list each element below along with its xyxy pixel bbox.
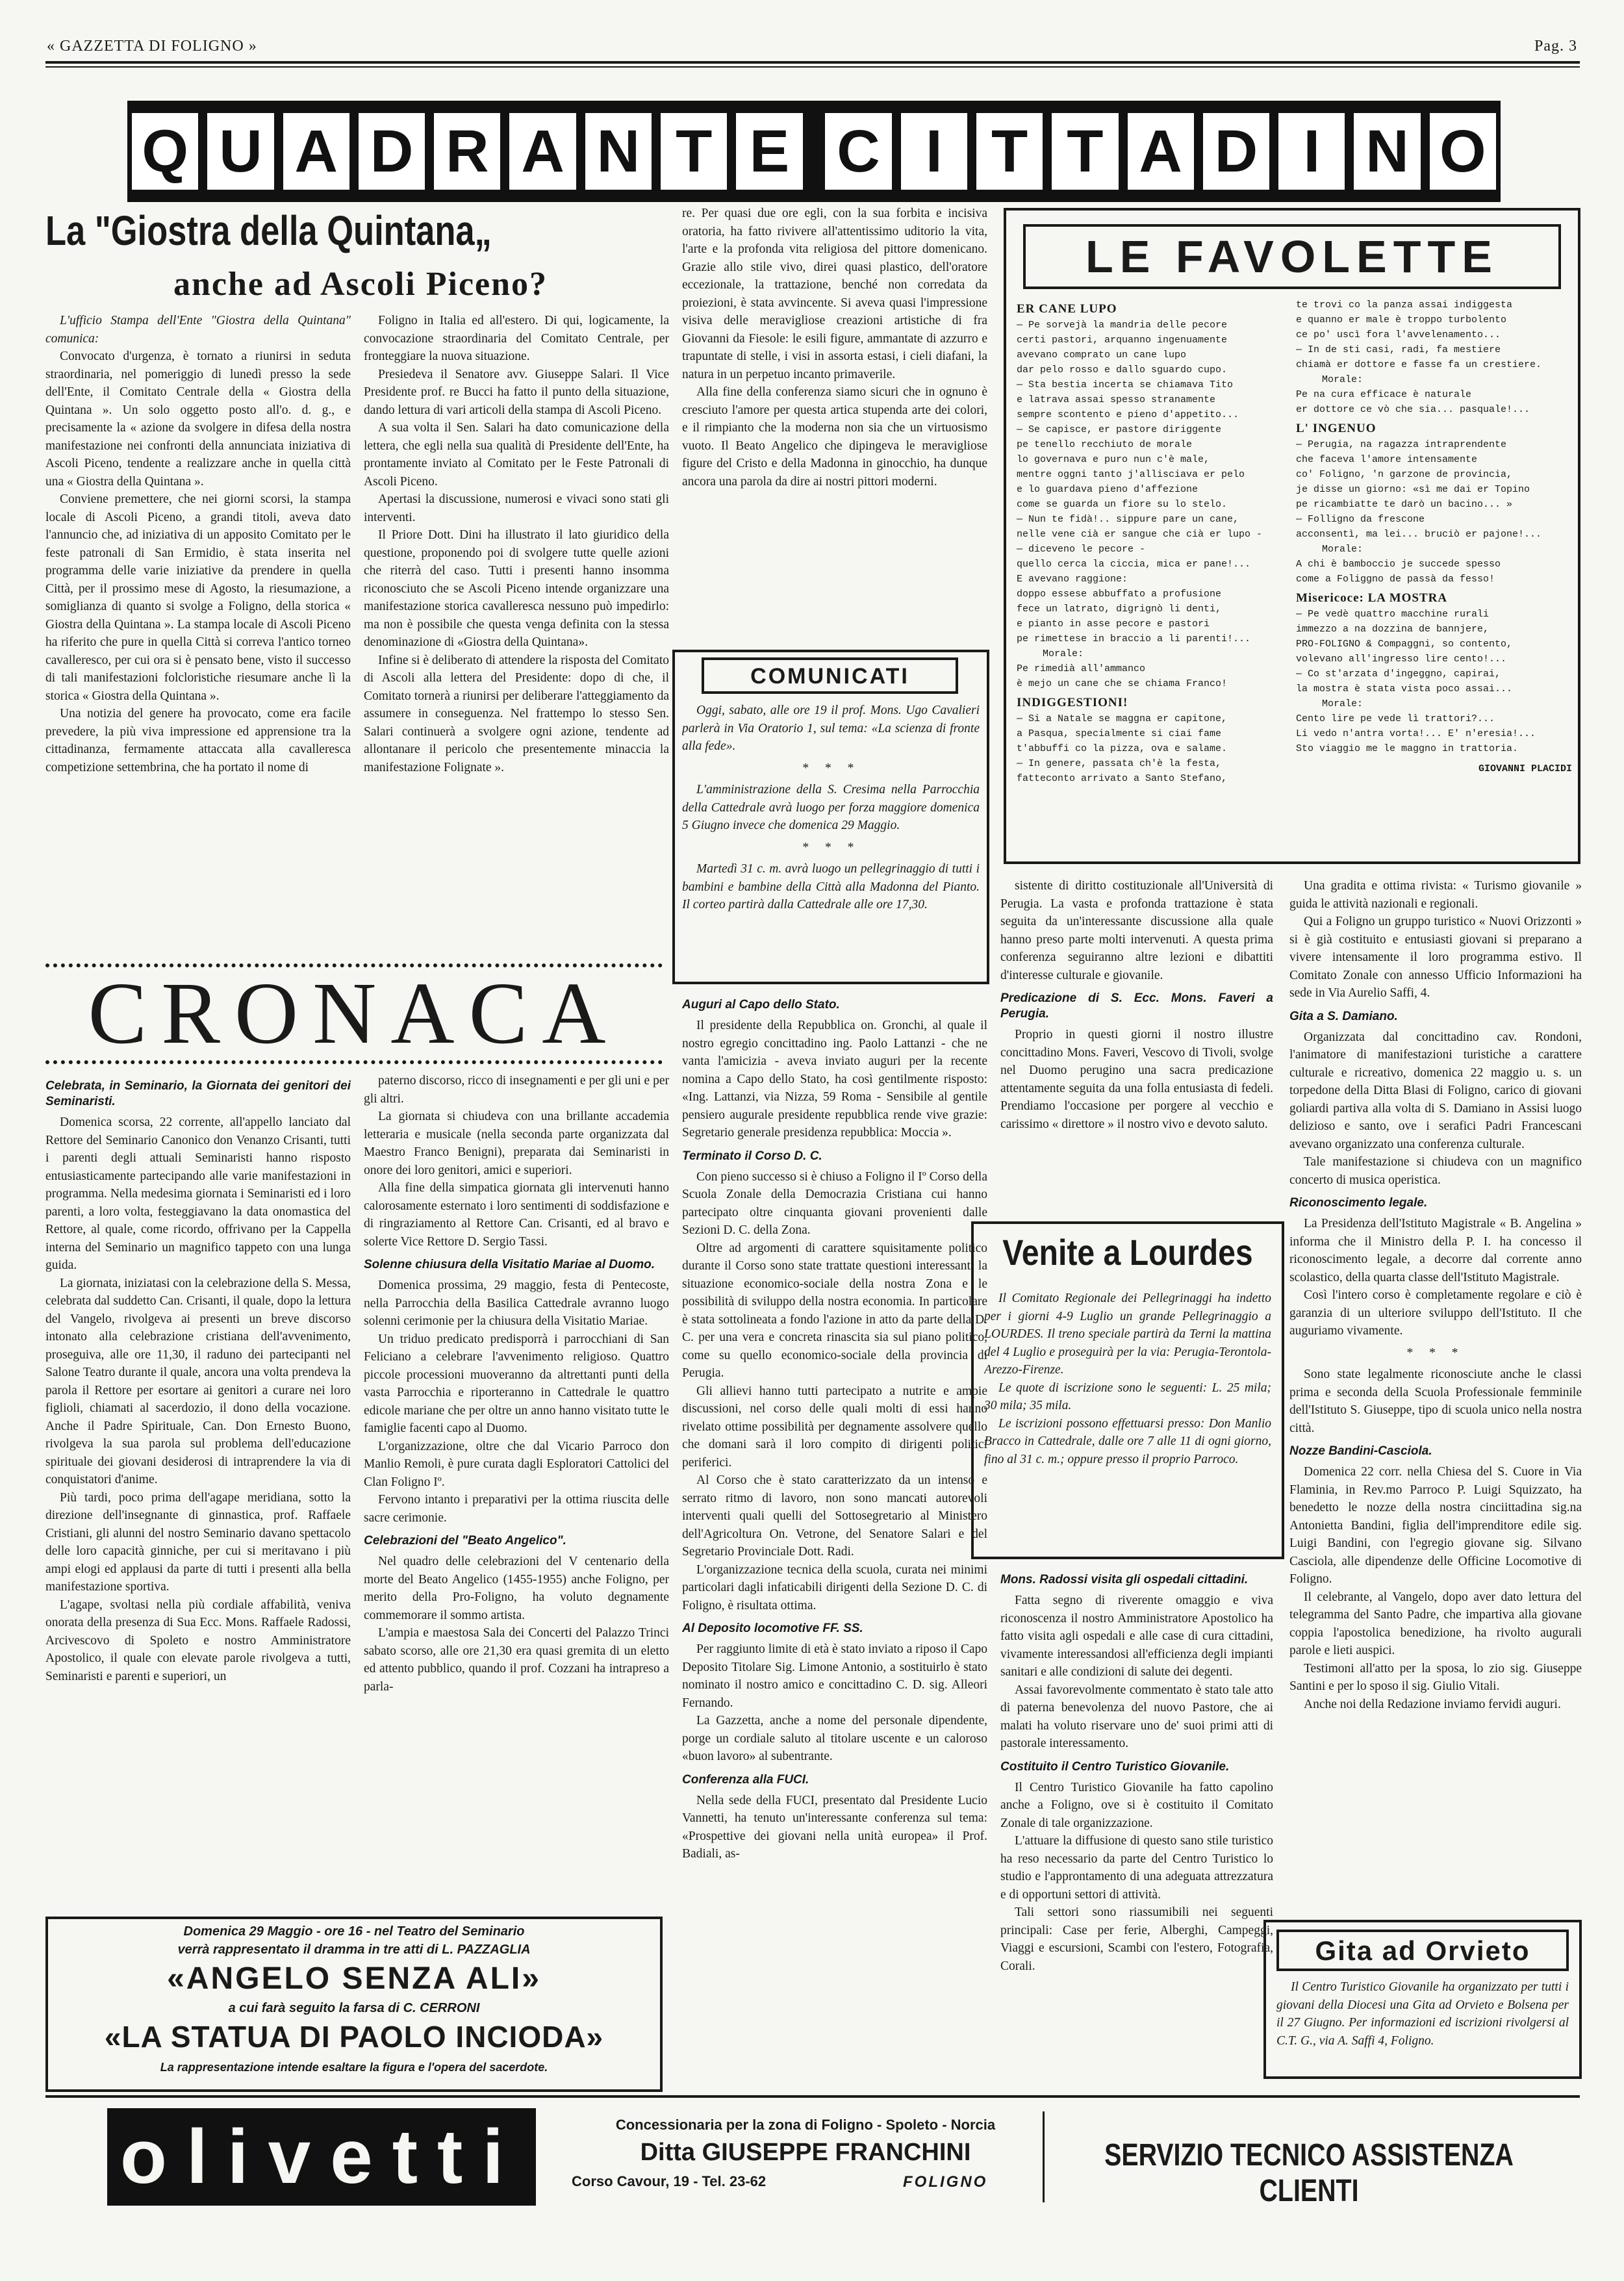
favolette-title: LE FAVOLETTE bbox=[1023, 224, 1561, 289]
fable-morale: Morale: bbox=[1322, 374, 1364, 385]
favolette-right-column bbox=[1296, 298, 1572, 856]
banner-letter: N bbox=[583, 110, 654, 192]
fable-line: la mostra è stata vista poco assai... bbox=[1296, 683, 1513, 694]
section-separator: * * * bbox=[1406, 1345, 1465, 1360]
article-paragraph: Domenica scorsa, 22 corrente, all'appello lanciato dal Rettore del Seminario Canonico don Venanzo Crisanti, tutti i parenti degli attuali Seminaristi hanno risposto entusiasticamente partecipando alle varie manifestazioni in programma. Nella medesima giornata i Seminaristi ed i loro parenti, a loro volta, festeggiavano la data onomastica del Rettore, al quale, come ricordo, offrivano per la Cappella interna del Seminario un magnifico tappeto con una lunga guida. bbox=[45, 1115, 351, 1272]
article-heading: Conferenza alla FUCI. bbox=[682, 1772, 809, 1787]
fable-line: pe tenello recchiuto de morale bbox=[1017, 439, 1193, 450]
giostra-p8: Il Priore Dott. Dini ha illustrato il lato giuridico della questione, proponendo poi di svolgere tutte quelle azioni che riterrà del caso. Tutti i presenti hanno insomma riconosciuto che se Ascoli Piceno intende organizzare una manifestazione storica cavalleresca nessuno può impedirlo: ma non è possibile che questa venga definita con la stessa denominazione di «Giostra della Quintana». bbox=[364, 528, 669, 649]
banner-letter: T bbox=[1049, 110, 1121, 192]
fable-line: che faceva l'amore intensamente bbox=[1296, 454, 1478, 465]
article-heading: Auguri al Capo dello Stato. bbox=[682, 998, 840, 1012]
orvieto-body bbox=[1276, 1978, 1569, 2076]
angelico-p2: Alla fine della conferenza siamo sicuri che in ognuno è cresciuto l'amore per questa artica stupenda arte dei colori, e il rimpianto che la moderna non sia che un virtuosismo vuoto. Il Beato Angelico che dipingeva le meravigliose figure del Cristo e della Madonna in ginocchio, ha dunque ancora una parola da dire ai nostri pittori moderni. bbox=[682, 385, 987, 489]
fable-line: dar pelo rosso e dallo sguardo cupo. bbox=[1017, 364, 1228, 376]
article-heading: Terminato il Corso D. C. bbox=[682, 1149, 822, 1163]
cronaca-col-4 bbox=[1000, 877, 1273, 1215]
article-paragraph: Il celebrante, al Vangelo, dopo aver dato lettura del telegramma del Santo Padre, che impartiva alla giovane coppia l'apostolica benedizione, ha rivolto augurali parole e lieti auspici. bbox=[1289, 1590, 1582, 1657]
banner-letter: T bbox=[658, 110, 730, 192]
article-paragraph: Un triduo predicato predisporrà i parrocchiani di San Feliciano a celebrare l'avvenimento religioso. Quattro piccole processioni muoveranno da altrettanti punti della vasta Parrocchia e riporteranno in Cattedrale le quattro edicole mariane che per oltre un anno hanno visitato tutte le famiglie facenti capo al Duomo. bbox=[364, 1332, 669, 1435]
article-paragraph: L'agape, svoltasi nella più cordiale affabilità, veniva onorata della presenza di Sua Ecc. Mons. Raffaele Radossi, Arcivescovo di Spoleto e nostro Amministratore Apostolico, il quale con elevate parole rivolgeva a tutti, Seminaristi e parenti e superiori, un bbox=[45, 1598, 351, 1683]
teatro-line-3: a cui farà seguito la farsa di C. CERRONI bbox=[228, 2001, 480, 2015]
fable-line: a Pasqua, specialmente si ciai fame bbox=[1017, 728, 1222, 739]
article-paragraph: Assai favorevolmente commentato è stato tale atto di paterna benevolenza del nuovo Pastore, che ai malati ha voluto riservare uno de' suoi primi atti di pastorale interessamento. bbox=[1000, 1683, 1273, 1750]
article-heading: Celebrata, in Seminario, la Giornata dei genitori dei Seminaristi. bbox=[45, 1079, 351, 1108]
fable-line: quello cerca la ciccia, mica er pane!... bbox=[1017, 559, 1251, 570]
fable-line: — Pe sorvejà la mandria delle pecore bbox=[1017, 320, 1228, 331]
fable-line: pe ricambiatte te darò un bacino... » bbox=[1296, 499, 1513, 510]
article-paragraph: L'organizzazione tecnica della scuola, curata nei minimi particolari dagli infaticabili dirigenti della Sezione D. C. di Foligno, è risultata ottima. bbox=[682, 1562, 987, 1612]
cronaca-title: CRONACA bbox=[88, 965, 620, 1062]
comunicato-1: Oggi, sabato, alle ore 19 il prof. Mons. Ugo Cavalieri parlerà in Via Oratorio 1, sul tema: «La scienza di fronte alla fede». bbox=[682, 704, 980, 753]
favolette-signature: GIOVANNI PLACIDI bbox=[1478, 763, 1572, 774]
fable-line: — Nun te fidà!.. sippure pare un cane, bbox=[1017, 514, 1239, 525]
header-rule bbox=[45, 61, 1580, 64]
fable-line: co' Foligno, 'n garzone de provincia, bbox=[1296, 469, 1513, 480]
teatro-line-2: verrà rappresentato il dramma in tre atti di L. PAZZAGLIA bbox=[177, 1943, 531, 1957]
fable-line: avevano comprato un cane lupo bbox=[1017, 350, 1187, 361]
cronaca-col-5 bbox=[1289, 877, 1582, 1910]
article-heading: Al Deposito locomotive FF. SS. bbox=[682, 1622, 863, 1635]
banner-letter: D bbox=[356, 110, 427, 192]
article-paragraph: L'attuare la diffusione di questo sano stile turistico ha reso necessario da parte del Centro Turistico lo studio e l'approntamento di una adeguata attrezzatura e di opportuni settori di attività. bbox=[1000, 1834, 1273, 1902]
teatro-line-1: Domenica 29 Maggio - ore 16 - nel Teatro del Seminario bbox=[183, 1924, 525, 1939]
fable-line: Sto viaggio me le maggno in trattoria. bbox=[1296, 743, 1519, 754]
fable-line: come a Foliggno de passà da fesso! bbox=[1296, 574, 1495, 585]
header-rule-thin bbox=[45, 66, 1580, 68]
article-heading: Solenne chiusura della Visitatio Mariae al Duomo. bbox=[364, 1258, 655, 1271]
fable-title: ER CANE LUPO bbox=[1017, 302, 1117, 316]
banner-letter: A bbox=[507, 110, 578, 192]
cronaca-col-4b bbox=[1000, 1566, 1273, 2072]
fable-line: — Co st'arzata d'ingeggno, capirai, bbox=[1296, 669, 1501, 680]
giostra-p5: Presiedeva il Senatore avv. Giuseppe Salari. Il Vice Presidente prof. re Bucci ha fatto il punto della situazione, dando lettura di vari articoli della stampa di Ascoli Piceno. bbox=[364, 367, 669, 417]
fable-line: — Sta bestia incerta se chiamava Tito bbox=[1017, 379, 1234, 390]
banner-letter: C bbox=[822, 110, 894, 192]
page-number: Pag. 3 bbox=[1534, 38, 1577, 55]
giostra-col-2 bbox=[364, 312, 669, 962]
article-paragraph: La giornata, iniziatasi con la celebrazione della S. Messa, celebrata dal suddetto Can. Crisanti, il quale, dopo la lettura del Vangelo, rivolgeva ai presenti un breve discorso intonato alla celebrazione cristiana dell'avvenimento, proseguiva, alle ore 11,30, il raduno dei partecipanti nel Salone Teatro durante il quale, ancora una volta prendeva la parola il Rettore per esortare ai genitori a curare nei loro figlioli, chiamati al sacerdozio, il dono della vocazione. Anche il Padre Spirituale, Can. Don Ernesto Buono, rivolgeva la sua parola sul problema dell'educazione spirituale dei giovani desiderosi di intraprendere la via di conquistatori d'anime. bbox=[45, 1276, 351, 1486]
ad-rule bbox=[45, 2095, 1580, 2098]
fable-line: Pe rimedià all'ammanco bbox=[1017, 663, 1146, 674]
fable-line: immezzo a na dozzina de bannjere, bbox=[1296, 624, 1490, 635]
fable-line: ce po' uscì fora l'avvelenamento... bbox=[1296, 329, 1501, 340]
teatro-title-1: «ANGELO SENZA ALI» bbox=[167, 1961, 541, 1996]
article-paragraph: L'ampia e maestosa Sala dei Concerti del Palazzo Trinci sabato scorso, alle ore 21,30 era quasi gremita di un eletto ed attento pubblico, quando il prof. Cozzani ha intrapreso a parla- bbox=[364, 1626, 669, 1694]
cronaca-dots-bottom bbox=[45, 1060, 663, 1065]
olivetti-address: Corso Cavour, 19 - Tel. 23-62 bbox=[572, 2173, 767, 2189]
fable-line: er dottore ce vò che sia... pasquale!... bbox=[1296, 404, 1530, 415]
fable-title: INDIGGESTIONI! bbox=[1017, 696, 1128, 709]
banner-letter: U bbox=[205, 110, 276, 192]
lourdes-quote: Le quote di iscrizione sono le seguenti: L. 25 mila; 30 mila; 35 mila. bbox=[984, 1381, 1271, 1412]
article-paragraph: Una gradita e ottima rivista: « Turismo giovanile » guida le attività nazionali e regionali. bbox=[1289, 879, 1582, 911]
olivetti-ditta: Ditta GIUSEPPE FRANCHINI bbox=[640, 2139, 971, 2166]
fable-line: PRO-FOLIGNO & Compaggni, so contento, bbox=[1296, 639, 1513, 650]
banner-letter: N bbox=[1351, 110, 1423, 192]
fable-line: e quanno er male è troppo turbolento bbox=[1296, 314, 1507, 325]
article-paragraph: Al Corso che è stato caratterizzato da un intenso e serrato ritmo di lavoro, non sono mancati autorevoli interventi quali quelli del Sottosegretario al Ministero dell'Agricoltura On. Vetrone, del Senatore Salari e del Segretario Provinciale Dott. Radi. bbox=[682, 1473, 987, 1559]
comunicati-body bbox=[682, 702, 980, 981]
article-paragraph: Anche noi della Redazione inviamo fervidi auguri. bbox=[1304, 1697, 1561, 1711]
fable-line: — Folligno da frescone bbox=[1296, 514, 1425, 525]
giostra-p7: Apertasi la discussione, numerosi e vivaci sono stati gli interventi. bbox=[364, 492, 669, 524]
fable-line: Cento lire pe vede lì trattori?... bbox=[1296, 713, 1495, 724]
quadrante-cittadino-banner bbox=[127, 101, 1501, 202]
article-paragraph: Qui a Foligno un gruppo turistico « Nuovi Orizzonti » si è già costituito e entusiasti giovani si preparano a vivere intensamente il loro programma estivo. Il Comitato Zonale con annesso Ufficio Informazioni ha sede in Via Aurelio Saffi, 4. bbox=[1289, 915, 1582, 1000]
fable-line: sempre scontento e pieno d'appetito... bbox=[1017, 409, 1239, 420]
article-paragraph: Nella sede della FUCI, presentato dal Presidente Lucio Vannetti, ha tenuto un'interessante conferenza sul tema: «Prospettive dei giovani nella unità europea» il Prof. Badiali, as- bbox=[682, 1793, 987, 1861]
banner-letter: E bbox=[733, 110, 805, 192]
olivetti-city: FOLIGNO bbox=[903, 2173, 988, 2191]
lourdes-text: Il Comitato Regionale dei Pellegrinaggi ha indetto per i giorni 4-9 Luglio un grande Pellegrinaggio a LOURDES. Il treno speciale partirà da Terni la mattina del 4 Luglio e proseguirà per la via: Perugia-Terontola-Arezzo-Firenze. bbox=[984, 1292, 1271, 1377]
fable-line: — Se capisce, er pastore diriggente bbox=[1017, 424, 1222, 435]
fable-line: lo governava e puro nun c'è male, bbox=[1017, 454, 1210, 465]
article-heading: Predicazione di S. Ecc. Mons. Faveri a Perugia. bbox=[1000, 991, 1273, 1021]
fable-line: mentre oggni tanto j'allisciava er pelo bbox=[1017, 469, 1245, 480]
article-paragraph: Così l'intero corso è completamente regolare e ciò è garanzia di un ulteriore sviluppo dell'Istituto. Il che auguriamo vivamente. bbox=[1289, 1288, 1582, 1338]
giostra-p6: A sua volta il Sen. Salari ha dato comunicazione della lettera, che egli nella sua qualità di Presidente dell'Ente, ha prontamente inviato al Comitato per le Feste Patronali di Ascoli Piceno. bbox=[364, 421, 669, 489]
comunicato-2: L'amministrazione della S. Cresima nella Parrocchia della Cattedrale avrà luogo per forza maggiore domenica 5 Giugno invece che domenica 29 Maggio. bbox=[682, 783, 980, 832]
olivetti-concessionaria: Concessionaria per la zona di Foligno - Spoleto - Norcia bbox=[615, 2117, 996, 2133]
cronaca-col-1 bbox=[45, 1072, 351, 1907]
article-paragraph: Con pieno successo si è chiuso a Foligno il Iº Corso della Scuola Zonale della Democrazia Cristiana cui hanno partecipato oltre cinquanta giovani provenienti dalle Sezioni D. C. della Zona. bbox=[682, 1169, 987, 1237]
fable-title: Misericoce: LA MOSTRA bbox=[1296, 591, 1448, 605]
orvieto-title: Gita ad Orvieto bbox=[1276, 1930, 1569, 1971]
olivetti-service: SERVIZIO TECNICO ASSISTENZA CLIENTI bbox=[1104, 2138, 1514, 2208]
article-heading: Nozze Bandini-Casciola. bbox=[1289, 1444, 1432, 1458]
fable-line: je disse un giorno: «sì me dai er Topino bbox=[1296, 484, 1530, 495]
article-paragraph: Domenica 22 corr. nella Chiesa del S. Cuore in Via Flaminia, in Rev.mo Parroco P. Luigi Squizzato, ha benedetto le nozze della nostra cinciittadina sig.na Antonietta Bandini, figlia dell'imprenditore edile sig. Luigi Bandini, con l'egregio giovane sig. Silvano Casciola, alle dipendenze delle Officine Locomotive di Foligno. bbox=[1289, 1465, 1582, 1586]
fable-line: volevano all'ingresso lire cento!... bbox=[1296, 654, 1507, 665]
fable-title: L' INGENUO bbox=[1296, 422, 1377, 435]
article-paragraph: Gli allievi hanno tutti partecipato a nutrite e ampie discussioni, nel corso delle quali molti di essi hanno rivelato ottime possibilità per degnamente assolvere quello che domani sarà il loro compito di dirigenti politici periferici. bbox=[682, 1384, 987, 1470]
article-heading: Riconoscimento legale. bbox=[1289, 1196, 1428, 1210]
fable-line: e pianto in asse pecore e pastori bbox=[1017, 618, 1210, 630]
comunicati-sep-1: * * * bbox=[802, 761, 860, 775]
fable-line: acconsentì, ma lei... bruciò er pajone!... bbox=[1296, 529, 1542, 540]
fable-morale: Morale: bbox=[1322, 544, 1364, 555]
article-paragraph: Nel quadro delle celebrazioni del V centenario della morte del Beato Angelico (1455-1955) anche Foligno, per merito della Pro-Foligno, ha voluto degnamente commemorare il sommo artista. bbox=[364, 1555, 669, 1622]
giostra-p4: Foligno in Italia ed all'estero. Di qui, logicamente, la convocazione straordinaria del Comitato Centrale, per fronteggiare la nuova situazione. bbox=[364, 314, 669, 363]
article-heading: Mons. Radossi visita gli ospedali cittadini. bbox=[1000, 1573, 1249, 1587]
giostra-p3: Una notizia del genere ha provocato, come era facile prevedere, la più viva impressione ed apprensione tra la cittadinanza, fermamente attaccata alla cavalleresca competizione settembrina, che ha portato il nome di bbox=[45, 707, 351, 774]
article-paragraph: Alla fine della simpatica giornata gli intervenuti hanno calorosamente esternato i loro sentimenti di soddisfazione e di ringraziamento al Rettore Can. Crisanti, ed al bravo e solerte Vice Rettore D. Sergio Tassi. bbox=[364, 1181, 669, 1249]
fable-line: nelle vene cià er sangue che cià er lupo - bbox=[1017, 529, 1263, 540]
article-paragraph: La Gazzetta, anche a nome del personale dipendente, porge un cordiale saluto al titolare uscente e un caloroso «buon lavoro» al subentrante. bbox=[682, 1714, 987, 1763]
fable-line: chiamà er dottore e fasse fa un crestiere. bbox=[1296, 359, 1542, 370]
article-paragraph: Organizzata dal concittadino cav. Rondoni, l'animatore di manifestazioni turistiche a carattere culturale e ricreativo, domenica 22 maggio u. s. un torpedone della Ditta Blasi di Foligno, carico di giovani goliardi partiva alla volta di S. Damiano in Assisi luogo delizioso e santo, ove i serafici Padri Francescani avevano organizzato una conferenza culturale. bbox=[1289, 1030, 1582, 1151]
article-paragraph: Domenica prossima, 29 maggio, festa di Pentecoste, nella Parrocchia della Basilica Cattedrale avranno luogo solenni cerimonie per la chiusura della Visitatio Mariae. bbox=[364, 1279, 669, 1328]
fable-line: — Pe vedè quattro macchine rurali bbox=[1296, 609, 1490, 620]
lourdes-title: Venite a Lourdes bbox=[1002, 1232, 1253, 1273]
article-paragraph: Fatta segno di riverente omaggio e viva riconoscenza il nostro Amministratore Apostolico ha fatto visita agli ospedali e alle case di cura cittadini, vivamente interessandosi all'efficienza degli impianti sanitari e alle condizioni di salute dei degenti. bbox=[1000, 1594, 1273, 1679]
article-paragraph: paterno discorso, ricco di insegnamenti e per gli uni e per gli altri. bbox=[364, 1074, 669, 1106]
banner-letter: Q bbox=[129, 110, 201, 192]
fable-line: t'abbuffi co la pizza, ova e salame. bbox=[1017, 743, 1228, 754]
article-paragraph: Oltre ad argomenti di carattere squisitamente politico durante il Corso sono state trattate questioni interessanti la situazione economico-sociale della nostra Zona e le possibilità di sviluppo della nostra economia. In particolare è stata sottolineata a fondo l'azione in atto da parte della D. C. per una vera e concreta rinascita sia sul piano politico, come su quello economico-sociale della provincia di Perugia. bbox=[682, 1241, 987, 1380]
fable-line: fece un latrato, digrignò li denti, bbox=[1017, 604, 1222, 615]
orvieto-text: Il Centro Turistico Giovanile ha organizzato per tutti i giovani della Diocesi una Gita ad Orvieto e Bolsena per il 27 Giugno. Per informazioni ed iscrizioni rivolgersi al C.T. G., via A. Saffi 4, Foligno. bbox=[1276, 1980, 1569, 2048]
comunicati-title: COMUNICATI bbox=[702, 657, 958, 694]
giostra-intro: L'ufficio Stampa dell'Ente "Giostra della Quintana" comunica: bbox=[45, 314, 351, 346]
fable-line: certi pastori, arquanno ingenuamente bbox=[1017, 335, 1228, 346]
article-paragraph: La giornata si chiudeva con una brillante accademia letteraria e musicale (nella seconda parte organizzata dal Maestro Franco Benigni), preparata dai Seminaristi in onore dei loro genitori, amici e superiori. bbox=[364, 1110, 669, 1177]
fable-line: come se guarda un fiore su lo stelo. bbox=[1017, 499, 1228, 510]
fable-line: doppo essese abbuffato a profusione bbox=[1017, 589, 1222, 600]
article-paragraph: Per raggiunto limite di età è stato inviato a riposo il Capo Deposito Titolare Sig. Limone Antonio, a sostituirlo è stato nominato il nostro amico e concittadino C. D. sig. Alleori Fernando. bbox=[682, 1642, 987, 1710]
giostra-p1: Convocato d'urgenza, è tornato a riunirsi in seduta straordinaria, nel pomeriggio di lunedì presso la sede dell'Ente, il Comitato Centrale della « Giostra della Quintana ». Un solo oggetto posto all'o. d. g., e precisamente la « azione da svolgere in difesa della nostra manifestazione nei confronti della annunciata iniziativa di Ascoli Piceno, tendente a realizzare anche in quella città una « Giostra della Quintana ». bbox=[45, 350, 351, 489]
olivetti-logo: olivetti bbox=[107, 2108, 536, 2206]
banner-letter: R bbox=[431, 110, 503, 192]
comunicati-sep-2: * * * bbox=[802, 840, 860, 854]
article-heading: Costituito il Centro Turistico Giovanile. bbox=[1000, 1759, 1230, 1774]
fable-line: E avevano raggione: bbox=[1017, 574, 1128, 585]
article-heading: Gita a S. Damiano. bbox=[1289, 1009, 1398, 1023]
banner-letter: O bbox=[1427, 110, 1499, 192]
fable-line: fatteconto arrivato a Santo Stefano, bbox=[1017, 773, 1228, 784]
giostra-title: La "Giostra della Quintana„ bbox=[45, 207, 492, 254]
article-paragraph: L'organizzazione, oltre che dal Vicario Parroco don Manlio Remoli, è pure curata dagli Esploratori Cattolici del Clan Foligno Iº. bbox=[364, 1439, 669, 1489]
article-paragraph: Il presidente della Repubblica on. Gronchi, al quale il nostro egregio concittadino ing. Paolo Lattanzi - che ne vanta l'amicizia - aveva inviato auguri per la recente nomina a Capo dello Stato, ha così gentilmente risposto: «Ing. Lattanzi, via Nizza, 59 Roma - Sensibile al gentile pensiero augurale presidente repubblica rende vive grazie: Segretario generale presidenza repubblica: Moccia ». bbox=[682, 1019, 987, 1140]
article-paragraph: Fervono intanto i preparativi per la ottima riuscita delle sacre cerimonie. bbox=[364, 1493, 669, 1525]
comunicato-3: Martedì 31 c. m. avrà luogo un pellegrinaggio di tutti i bambini e bambine della Città alla Madonna del Pianto. Il corteo partirà dalla Cattedrale alle ore 17,30. bbox=[682, 862, 980, 911]
fable-line: pe rimettese in braccio a li parenti!... bbox=[1017, 633, 1251, 644]
fable-line: te trovi co la panza assai indiggesta bbox=[1296, 299, 1513, 311]
fable-line: — In de sti casi, radi, fa mestiere bbox=[1296, 344, 1501, 355]
banner-letter: T bbox=[974, 110, 1045, 192]
fable-line: — diceveno le pecore - bbox=[1017, 544, 1146, 555]
paper-name: « GAZZETTA DI FOLIGNO » bbox=[47, 38, 257, 55]
giostra-col-1 bbox=[45, 312, 351, 962]
fable-line: e latrava assai spesso stranamente bbox=[1017, 394, 1216, 405]
ad-divider bbox=[1043, 2111, 1045, 2202]
fable-line: — Si a Natale se maggna er capitone, bbox=[1017, 713, 1228, 724]
fable-line: è mejo un cane che se chiama Franco! bbox=[1017, 678, 1228, 689]
fable-line: — Perugia, na ragazza intraprendente bbox=[1296, 439, 1507, 450]
article-paragraph: Testimoni all'atto per la sposa, lo zio sig. Giuseppe Santini e per lo sposo il sig. Giulio Vitali. bbox=[1289, 1661, 1582, 1693]
banner-letter: A bbox=[281, 110, 352, 192]
article-paragraph: sistente di diritto costituzionale all'Università di Perugia. La vasta e profonda trattazione è stata seguita da un'interessante discussione alla quale hanno preso parte molti intervenuti. A questa prima conferenza seguiranno altre lezioni e dibattiti d'interesse culturale e giovanile. bbox=[1000, 879, 1273, 982]
lourdes-iscrizioni: Le iscrizioni possono effettuarsi presso: Don Manlio Bracco in Cattedrale, dalle ore 7 alle 11 di ogni giorno, fino al 31 c. m.; oppure presso il proprio Parroco. bbox=[984, 1416, 1271, 1466]
banner-letter: D bbox=[1200, 110, 1272, 192]
cronaca-col-2 bbox=[364, 1072, 669, 1907]
banner-letter: I bbox=[898, 110, 970, 192]
fable-line: — In genere, passata ch'è la festa, bbox=[1017, 758, 1222, 769]
article-paragraph: Sono state legalmente riconosciute anche le classi prima e seconda della Scuola Professionale femminile dell'Istituto S. Giuseppe, tipo di scuola unico nella nostra città. bbox=[1289, 1368, 1582, 1435]
lourdes-body bbox=[984, 1290, 1271, 1553]
article-heading: Celebrazioni del "Beato Angelico". bbox=[364, 1534, 566, 1548]
giostra-subtitle: anche ad Ascoli Piceno? bbox=[173, 266, 548, 303]
article-paragraph: Tali settori sono riassumibili nei seguenti principali: Case per ferie, Alberghi, Campeggi, Viaggi e escursioni, Scambi con l'estero, Fotografia, Corali. bbox=[1000, 1905, 1273, 1973]
fable-morale: Morale: bbox=[1043, 648, 1084, 659]
article-paragraph: Tale manifestazione si chiudeva con un magnifico concerto di musica operistica. bbox=[1289, 1155, 1582, 1187]
cronaca-col-3 bbox=[682, 991, 987, 1926]
angelico-p1: re. Per quasi due ore egli, con la sua forbita e incisiva oratoria, ha fatto rivivere all'attentissimo uditorio la vita, l'arte e la profonda vita religiosa del pittore domenicano. Grazie allo stile vivo, direi quasi plastico, dell'oratore eccezionale, la trattazione, benché non corredata da proiezioni, è stata avvincente. Si aveva quasi l'impressione visiva delle meravigliose creazioni artistiche di fra Giovanni da Fiesole: le esili figure, ammantate di azzurro e trapuntate di stelle, i visi in assorta estasi, i cieli diafani, la natura in un perpetuo incanto primaverile. bbox=[682, 207, 987, 381]
article-paragraph: Il Centro Turistico Giovanile ha fatto capolino anche a Foligno, ove si è costituito il Comitato Zonale di tale organizzazione. bbox=[1000, 1780, 1273, 1830]
angelico-continued bbox=[682, 205, 987, 650]
article-paragraph: La Presidenza dell'Istituto Magistrale « B. Angelina » informa che il Ministro della P. I. ha concesso il riconoscimento legale, a decorre dal corrente anno scolastico, della quarta classe dell'Istituto Magistrale. bbox=[1289, 1217, 1582, 1284]
fable-line: Li vedo n'antra vorta!... E' n'eresia!... bbox=[1296, 728, 1536, 739]
article-paragraph: Proprio in questi giorni il nostro illustre concittadino Mons. Faveri, Vescovo di Tivoli, svolge nel Duomo perugino una sacra predicazione attentamente seguita da una folla entusiasta di fedeli. Prendiamo l'occasione per porgere al vecchio e carissimo « direttore » il nostro vivo e devoto saluto. bbox=[1000, 1028, 1273, 1131]
teatro-line-4: La rappresentazione intende esaltare la figura e l'opera del sacerdote. bbox=[160, 2061, 548, 2074]
fable-line: e lo guardava pieno d'affezione bbox=[1017, 484, 1199, 495]
giostra-p2: Conviene premettere, che nei giorni scorsi, la stampa locale di Ascoli Piceno, a grandi titoli, aveva dato l'annuncio che, ad iniziativa di un apposito Comitato per le feste patronali di San Ermidio, è stata inserita nel programma delle varie iniziative da prendere in quella Città, per il prossimo mese di Agosto, la riesumazione, a somiglianza di quanto si svolge a Foligno, della storica « Giostra della Quintana ». La stampa locale di Ascoli Piceno ha riferito che pure in quella Città si correva l'antico torneo cavalleresco, per cui ora si è pensato bene, visto il successo di tali manifestazioni folcloristiche riesumare anche lì la storica « Giostra della Quintana ». bbox=[45, 492, 351, 703]
fable-line: A chi è bamboccio je succede spesso bbox=[1296, 559, 1501, 570]
fable-line: Pe na cura efficace è naturale bbox=[1296, 389, 1472, 400]
banner-letter: A bbox=[1125, 110, 1197, 192]
article-paragraph: Più tardi, poco prima dell'agape meridiana, sotto la direzione dell'insegnante di ginnastica, prof. Raffaele Cristiani, gli alunni del nostro Seminario davano spettacolo delle loro capacità ginniche, per cui si meritavano i più ampi elogi ed applausi da parte di tutti i presenti alla bella manifestazione sportiva. bbox=[45, 1490, 351, 1594]
favolette-left-column bbox=[1017, 298, 1289, 856]
banner-letter: I bbox=[1276, 110, 1347, 192]
giostra-p9: Infine si è deliberato di attendere la risposta del Comitato di Ascoli alla lettera del Presidente: dopo di che, il Comitato tornerà a riunirsi per deliberare l'atteggiamento da assumere in conseguenza. Nel frattempo lo stesso Sen. Salari continuerà a svolgere ogni azione, tendente ad allontanare il pericolo che presentemente minaccia la manifestazione Folignate ». bbox=[364, 653, 669, 774]
teatro-title-2: «LA STATUA DI PAOLO INCIODA» bbox=[104, 2020, 604, 2054]
fable-morale: Morale: bbox=[1322, 698, 1364, 709]
